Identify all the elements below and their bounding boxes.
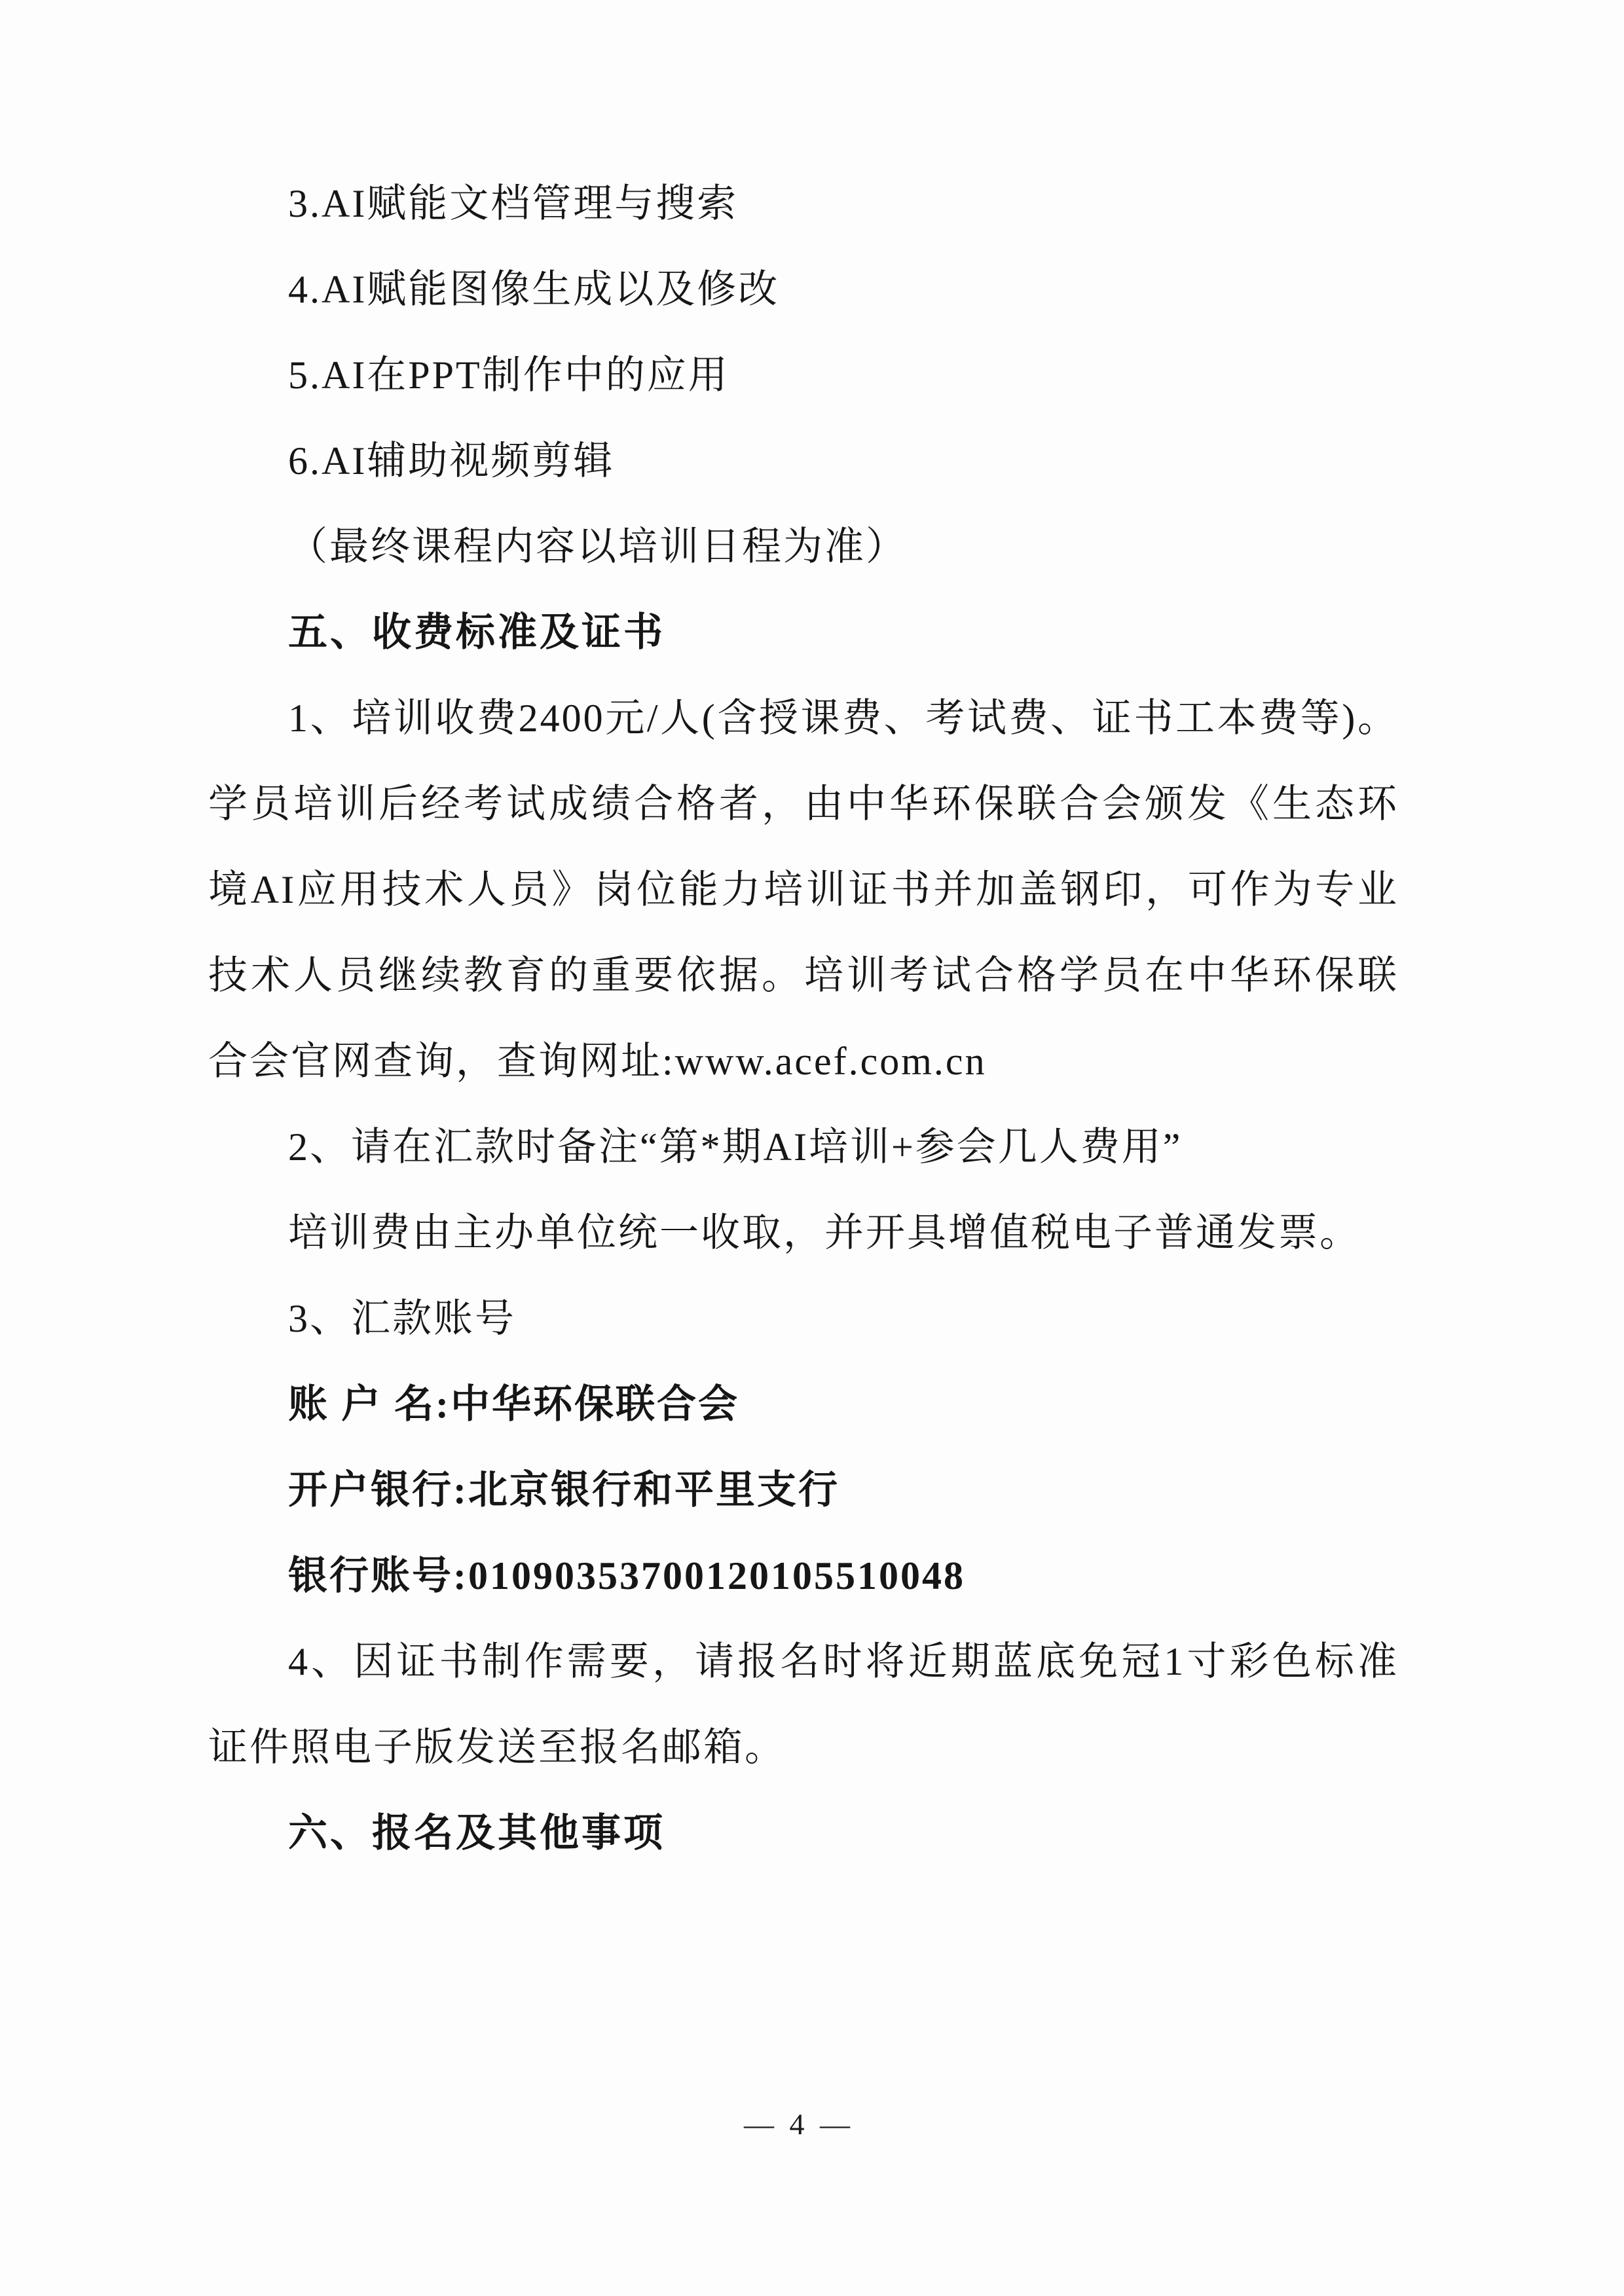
page-body <box>208 161 1399 1876</box>
course-item-5: 5.AI在PPT制作中的应用 <box>288 354 729 397</box>
course-item-6: 6.AI辅助视频剪辑 <box>288 439 615 483</box>
section-heading-registration: 六、报名及其他事项 <box>288 1812 665 1855</box>
page-number: — 4 — <box>744 2107 854 2141</box>
course-item-4: 4.AI赋能图像生成以及修改 <box>288 268 780 311</box>
paragraph-account-title: 3、汇款账号 <box>288 1297 516 1340</box>
account-name-line: 账 户 名:中华环保联合会 <box>288 1383 739 1426</box>
bank-branch-line: 开户银行:北京银行和平里支行 <box>288 1468 840 1512</box>
section-heading-fees: 五、收费标准及证书 <box>288 611 665 654</box>
paragraph-photo-note: 4、因证书制作需要，请报名时将近期蓝底免冠1寸彩色标准证件照电子版发送至报名邮箱。 <box>208 1640 1399 1769</box>
course-note: （最终课程内容以培训日程为准） <box>288 525 907 568</box>
paragraph-remit-note: 2、请在汇款时备注“第*期AI培训+参会几人费用” <box>288 1125 1183 1169</box>
paragraph-invoice-note: 培训费由主办单位统一收取，并开具增值税电子普通发票。 <box>288 1211 1361 1254</box>
course-item-3: 3.AI赋能文档管理与搜索 <box>288 182 739 225</box>
paragraph-fee-certificate: 1、培训收费2400元/人(含授课费、考试费、证书工本费等)。学员培训后经考试成绩合格者，由中华环保联合会颁发《生态环境AI应用技术人员》岗位能力培训证书并加盖钢印，可作为专业技术人员继续教育的重要依据。培训考试合格学员在中华环保联合会官网查询，查询网址:www.acef.com.cn <box>208 697 1399 1083</box>
bank-account-line: 银行账号:01090353700120105510048 <box>288 1554 965 1597</box>
